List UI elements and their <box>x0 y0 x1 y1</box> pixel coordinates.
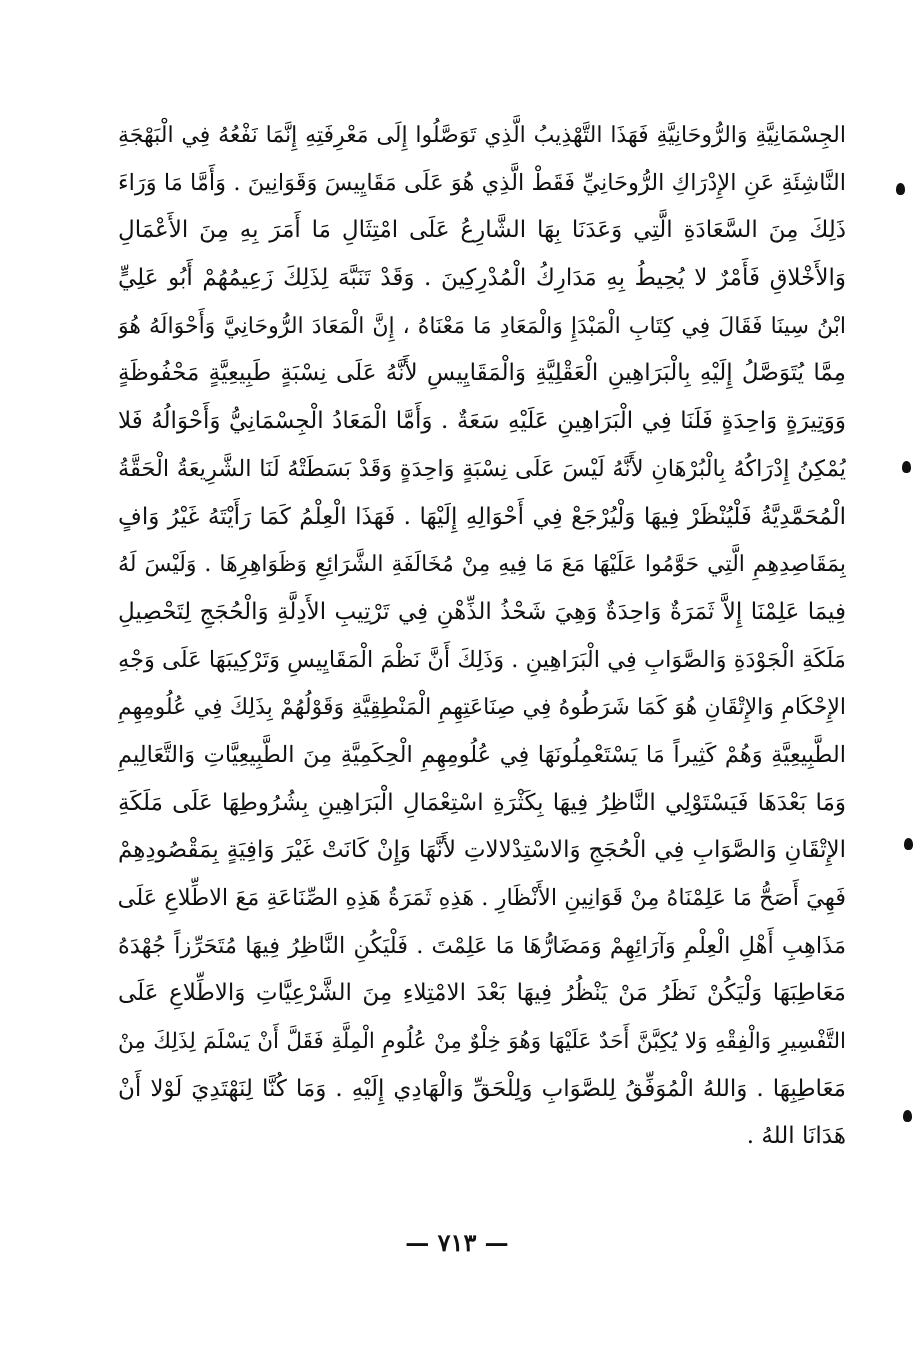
text-line: يُمْكِنُ إِدْرَاكُهُ بِالْبُرْهَانِ لأَنَّهُ لَيْسَ عَلَى نِسْبَةٍ وَاحِدَةٍ وَقَدْ بَسَطَتْهُ لَنَا الشَّرِيعَةُ الْحَقَّةُ <box>118 455 846 482</box>
text-line: الإِتْقَانِ وَالصَّوَابِ فِي الْحُجَجِ وَالاسْتِدْلالاتِ لأَنَّهَا وَإِنْ كَانَتْ غَيْرَ وَافِيَةٍ بِمَقْصُودِهِمْ <box>118 837 846 864</box>
text-line: مَعَاطِبَهَا وَلْيَكُنْ نَظَرُ مَنْ يَنْظُرُ فِيهَا بَعْدَ الامْتِلاءِ مِنَ الشَّرْعِيَّاتِ وَالاطِّلاعِ عَلَى <box>118 980 846 1007</box>
text-line: الجِسْمَانِيَّةِ وَالرُّوحَانِيَّةِ فَهَذَا التَّهْذِيبُ الَّذِي تَوَصَّلُوا إِلَى مَعْرِفَتِهِ إِنَّمَا نَفْعُهُ فِي الْبَهْجَةِ <box>118 123 846 148</box>
page-number: — ٧١٣ — <box>405 1228 509 1257</box>
text-line: النَّاشِئَةِ عَنِ الإِدْرَاكِ الرُّوحَانِيِّ فَقَطْ الَّذِي هُوَ عَلَى مَقَايِيسَ وَقَوَانِينَ . وَأَمَّا مَا وَرَاءَ <box>118 169 846 196</box>
text-line: بِمَقَاصِدِهِمِ الَّتِي حَوَّمُوا عَلَيْهَا مَعَ مَا فِيهِ مِنْ مُخَالَفَةِ الشَّرَائِعِ وَظَوَاهِرِهَا . وَلَيْسَ لَهُ <box>118 552 846 578</box>
text-line: وَمَا بَعْدَهَا فَيَسْتَوْلِي النَّاظِرُ فِيهَا بِكَثْرَةِ اسْتِعْمَالِ الْبَرَاهِينِ بِشُرُوطِهَا عَلَى مَلَكَةِ <box>118 789 846 816</box>
text-line: التَّفْسِيرِ وَالْفِقْهِ وَلا يُكِبَّنَّ أَحَدٌ عَلَيْهَا وَهُوَ خِلْوٌ مِنْ عُلُومِ الْمِلَّةِ فَقَلَّ أَنْ يَسْلَمَ لِذَلِكَ مِنْ <box>118 1029 846 1055</box>
text-line: فَهِيَ أَصَحُّ مَا عَلِمْنَاهُ مِنْ قَوَانِينِ الأَنْظَارِ . هَذِهِ ثَمَرَةُ هَذِهِ الصِّنَاعَةِ مَعَ الاطِّلاعِ عَلَى <box>118 885 846 911</box>
text-line: وَوَتِيرَةٍ وَاحِدَةٍ فَلَنَا فِي الْبَرَاهِينِ عَلَيْهِ سَعَةٌ . وَأَمَّا الْمَعَادُ الْجِسْمَانِيُّ وَأَحْوَالُهُ فَلا <box>118 408 846 435</box>
text-line: الطَّبِيعِيَّةِ وَهُمْ كَثِيراً مَا يَسْتَعْمِلُونَهَا فِي عُلُومِهِمِ الْحِكَمِيَّةِ مِنَ الطَّبِيعِيَّاتِ وَالتَّعَالِيمِ <box>118 741 846 768</box>
text-line: مَعَاطِبِهَا . وَاللهُ الْمُوَفِّقُ لِلصَّوَابِ وَلِلْحَقِّ وَالْهَادِي إِلَيْهِ . وَمَا كُنَّا لِنَهْتَدِيَ لَوْلا أَنْ <box>118 1075 846 1102</box>
text-line: مَذَاهِبِ أَهْلِ الْعِلْمِ وَآرَائِهِمْ وَمَضَارُّهَا مَا عَلِمْتَ . فَلْيَكُنِ النَّاظِرُ فِيهَا مُتَحَرِّزاً جُهْدَهُ <box>118 932 846 959</box>
text-line: ابْنُ سِينَا فَقَالَ فِي كِتَابِ الْمَبْدَإِ وَالْمَعَادِ مَا مَعْنَاهُ ، إِنَّ الْمَعَادَ الرُّوحَانِيَّ وَأَحْوَالَهُ هُوَ <box>118 313 846 339</box>
text-line: وَالأَخْلاقِ فَأَمْرٌ لا يُحِيطُ بِهِ مَدَارِكُ الْمُدْرِكِينَ . وَقَدْ تَنَبَّهَ لِذَلِكَ زَعِيمُهُمْ أَبُو عَلِيٍّ <box>118 265 846 292</box>
text-line: مِمَّا يُتَوَصَّلُ إِلَيْهِ بِالْبَرَاهِينِ الْعَقْلِيَّةِ وَالْمَقَايِيسِ لأَنَّهُ عَلَى نِسْبَةٍ طَبِيعِيَّةٍ مَحْفُوظَةٍ <box>118 360 846 387</box>
margin-dot <box>903 1110 912 1122</box>
text-line: الإِحْكَامِ وَالإِتْقَانِ هُوَ كَمَا شَرَطُوهُ فِي صِنَاعَتِهِمِ الْمَنْطِقِيَّةِ وَقَوْلُهُمْ بِذَلِكَ فِي عُلُومِهِمِ <box>118 695 846 721</box>
margin-dot <box>904 838 913 850</box>
text-line: فِيمَا عَلِمْنَا إِلاَّ ثَمَرَةٌ وَاحِدَةٌ وَهِيَ شَحْذُ الذِّهْنِ فِي تَرْتِيبِ الأَدِلَّةِ وَالْحُجَجِ لِتَحْصِيلِ <box>118 598 846 625</box>
text-line: مَلَكَةِ الْجَوْدَةِ وَالصَّوَابِ فِي الْبَرَاهِينِ . وَذَلِكَ أَنَّ نَظْمَ الْمَقَايِيسِ وَتَرْكِيبَهَا عَلَى وَجْهِ <box>118 646 846 673</box>
margin-dot <box>896 183 905 195</box>
text-line: ذَلِكَ مِنَ السَّعَادَةِ الَّتِي وَعَدَنَا بِهَا الشَّارِعُ عَلَى امْتِثَالِ مَا أَمَرَ بِهِ مِنَ الأَعْمَالِ <box>118 217 846 244</box>
margin-dot <box>902 461 911 473</box>
text-line-last: هَدَانَا اللهُ . <box>746 1123 846 1150</box>
body-text <box>118 112 846 1161</box>
text-line: الْمُحَمَّدِيَّةُ فَلْيُنْظَرْ فِيهَا وَلْيُرْجَعْ فِي أَحْوَالِهِ إِلَيْهَا . فَهَذَا الْعِلْمُ كَمَا رَأَيْتَهُ غَيْرُ وَافٍ <box>118 503 846 530</box>
